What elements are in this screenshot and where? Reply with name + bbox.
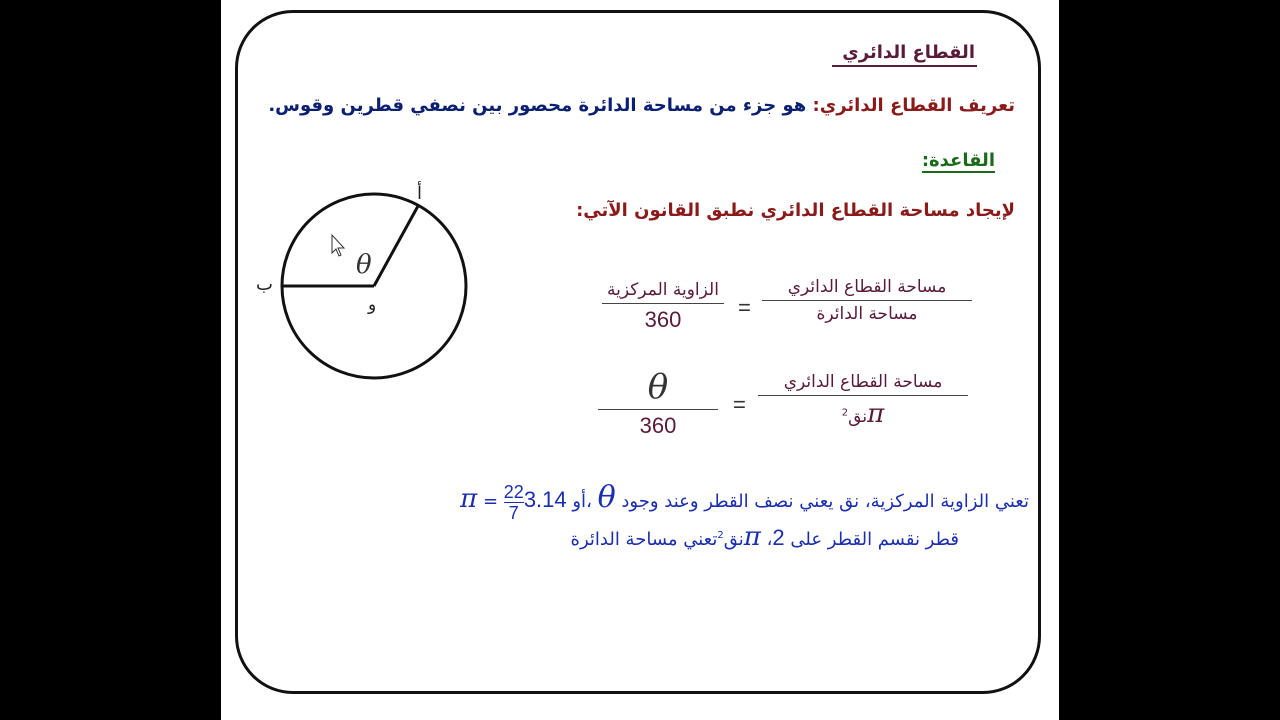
theta-symbol: θ <box>597 480 616 515</box>
pi-symbol: π <box>460 484 478 514</box>
formula2-right <box>598 368 718 439</box>
nq-text: نق <box>848 407 868 427</box>
notes-text1: تعني الزاوية المركزية، نق يعني نصف القطر وعند وجود <box>615 491 1029 512</box>
rule-heading: القاعدة: <box>921 150 995 171</box>
formula2-left <box>758 372 968 429</box>
formula2-right-den: 360 <box>639 413 677 438</box>
formula1-left <box>762 277 972 324</box>
equals: = <box>477 491 504 512</box>
squared-sup: 2 <box>841 407 849 419</box>
formula2-equals: = <box>733 392 746 417</box>
frac-den: 7 <box>504 502 524 523</box>
notes-line1 <box>460 480 1029 523</box>
comma: ، <box>760 529 773 550</box>
formula1-left-num: مساحة القطاع الدائري <box>787 277 947 297</box>
frac-num: 22 <box>503 481 524 502</box>
notes-line2 <box>571 522 959 552</box>
notes-text2: قطر نقسم القطر على <box>784 529 959 550</box>
definition-term: تعريف القطاع الدائري: <box>812 95 1015 116</box>
formula2-left-den <box>758 399 968 429</box>
formula2-left-num: مساحة القطاع الدائري <box>783 372 943 392</box>
number-two: 2 <box>772 525 785 550</box>
lead-text: لإيجاد مساحة القطاع الدائري نطبق القانون الآتي: <box>576 200 1015 221</box>
pi-symbol: π <box>743 522 761 552</box>
fraction-bar <box>602 303 724 304</box>
formula1-equals: = <box>738 295 751 320</box>
formula2-theta: θ <box>647 367 669 407</box>
formula1-left-den: مساحة الدائرة <box>816 304 918 324</box>
pi-decimal: 3.14 <box>523 487 567 512</box>
comma: ، <box>586 491 598 512</box>
fraction-bar <box>758 395 968 396</box>
radius-a <box>374 206 418 286</box>
theta-label: θ <box>356 250 372 280</box>
fraction-bar <box>598 409 718 410</box>
fraction-22-7 <box>504 482 524 523</box>
squared-sup: 2 <box>717 530 724 541</box>
formula1-right-num: الزاوية المركزية <box>607 280 719 300</box>
pi-symbol: π <box>867 399 885 429</box>
sector-diagram <box>246 175 486 390</box>
page-title: القطاع الدائري <box>832 42 977 67</box>
fraction-bar <box>762 300 972 301</box>
or-text: أو <box>566 491 587 512</box>
definition-text: هو جزء من مساحة الدائرة محصور بين نصفي قطرين وقوس. <box>268 95 813 116</box>
nq-text: نق <box>723 529 744 550</box>
slide <box>221 0 1059 720</box>
formula1-right-den: 360 <box>644 307 682 332</box>
label-a: أ <box>417 183 423 204</box>
cursor-icon <box>332 235 344 256</box>
formula1-right <box>602 280 724 333</box>
definition <box>268 95 1015 116</box>
label-b: ب <box>256 274 273 295</box>
notes-text3: تعني مساحة الدائرة <box>570 529 718 550</box>
label-center: و <box>368 295 377 315</box>
